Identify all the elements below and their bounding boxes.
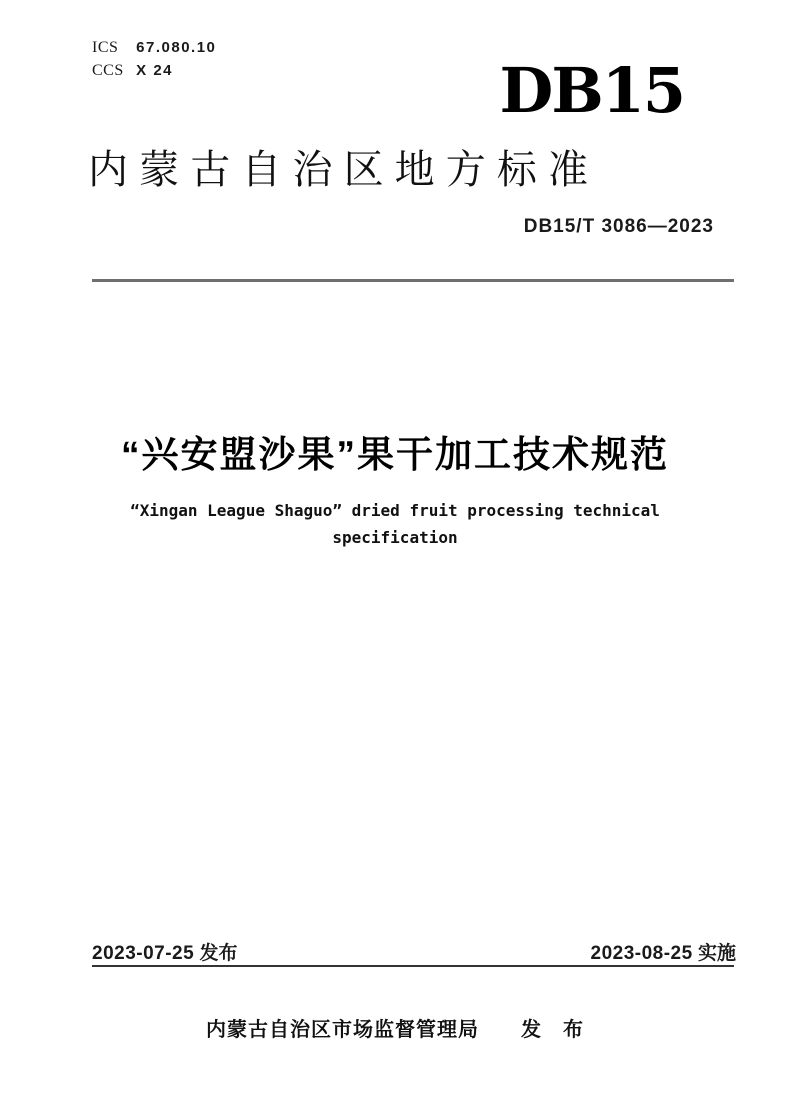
ics-code: 67.080.10 [136,39,217,56]
issue-date-value: 2023-07-25 [92,943,195,964]
ics-line [92,36,216,59]
title-english-line2: specification [332,528,458,547]
implementation-date [591,938,737,965]
standard-heading: 内 蒙 古 自 治 区 地 方 标 准 [88,148,589,192]
implementation-date-value: 2023-08-25 [590,943,693,964]
db15-logo: DB15 [499,54,684,127]
issue-date-label: 发布 [199,943,238,964]
header-divider [92,279,734,282]
implementation-date-label: 实施 [697,943,736,964]
dates-row [92,938,736,965]
standard-number: DB15/T 3086—2023 [523,216,714,237]
issue-date [92,938,238,965]
ccs-code: X 24 [136,62,174,79]
publisher-line: 内蒙古自治区市场监督管理局 发 布 [206,1019,584,1041]
title-english-line1: “Xingan League Shaguo” dried fruit processing technical [130,501,660,520]
ics-ccs-block [92,36,216,82]
ics-label: ICS [92,39,119,56]
ccs-label: CCS [92,62,124,79]
ccs-line [92,59,216,82]
document-title-english [0,497,790,551]
document-title-chinese: “兴安盟沙果”果干加工技术规范 [121,434,669,475]
footer-divider [92,965,734,967]
